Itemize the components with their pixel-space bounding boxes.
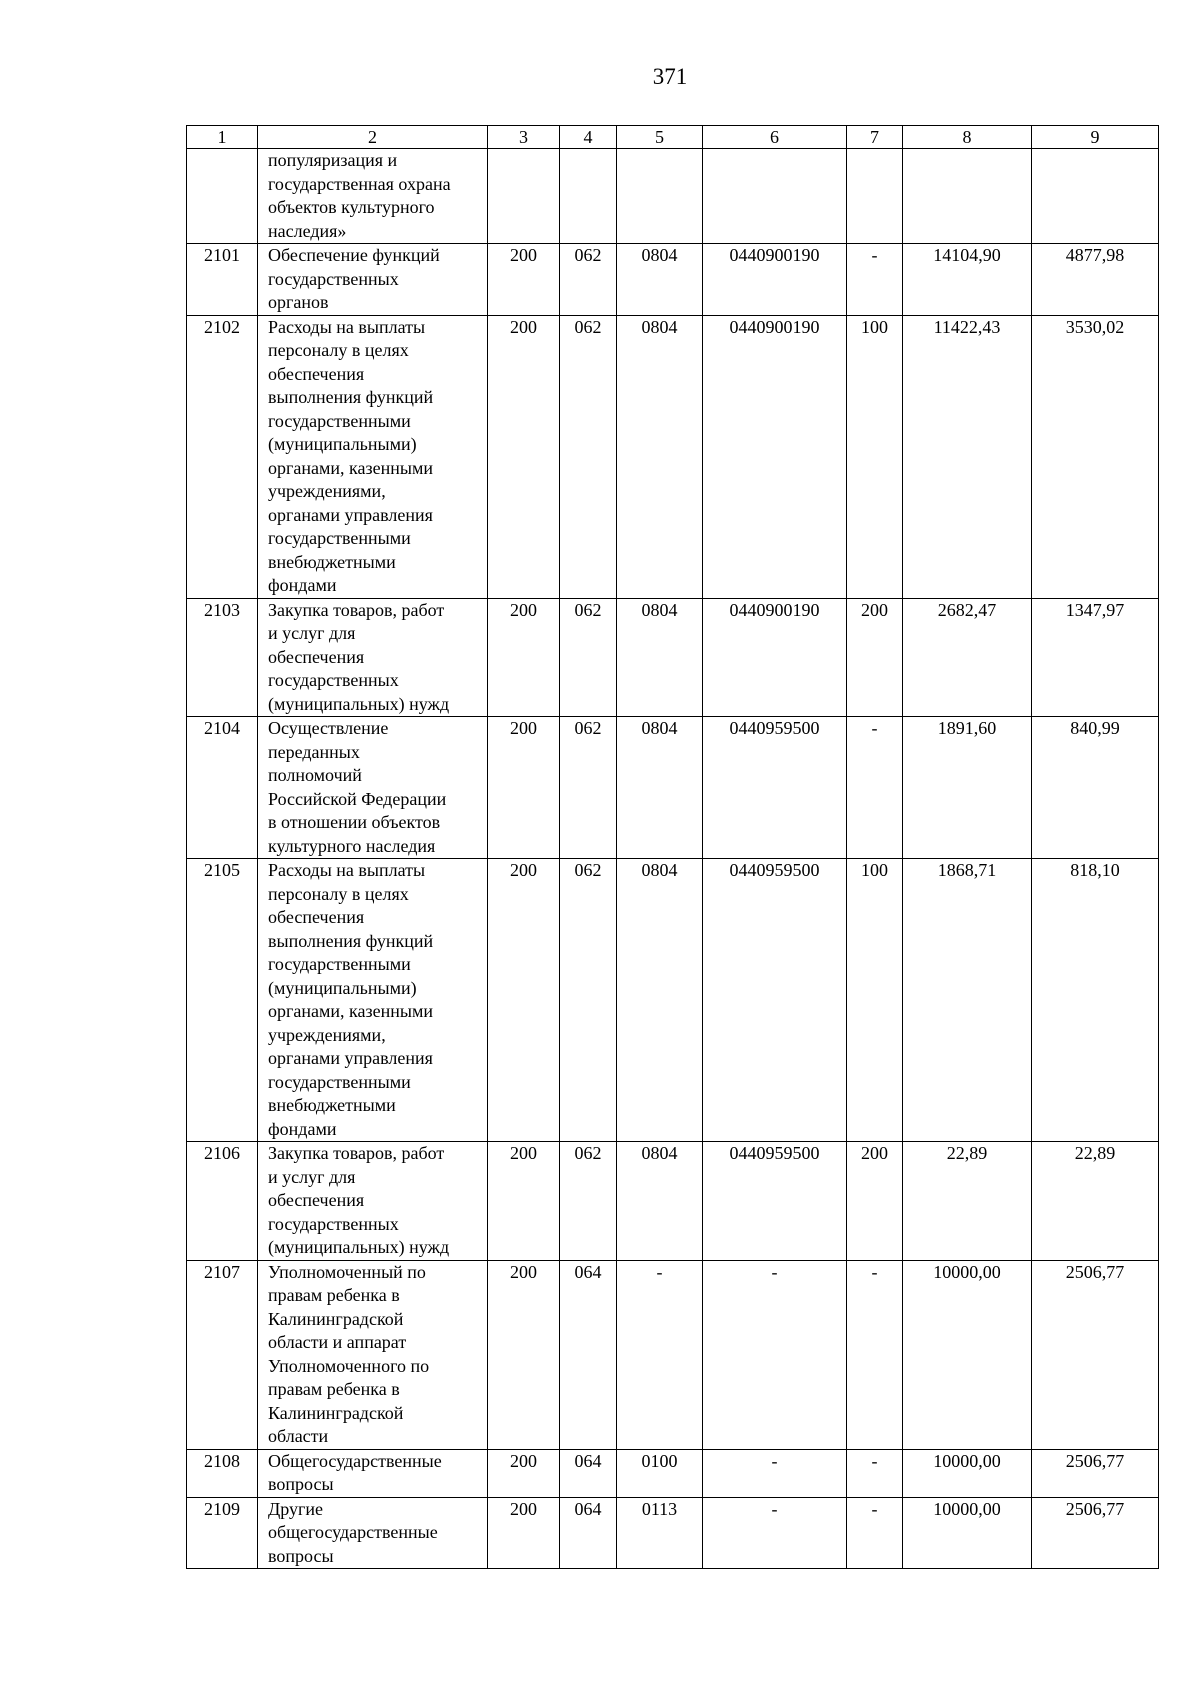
header-col-1: 1 bbox=[187, 126, 258, 149]
cell-col-9: 2506,77 bbox=[1032, 1260, 1159, 1449]
cell-col-7: - bbox=[847, 717, 903, 859]
cell-col-8: 1868,71 bbox=[903, 859, 1032, 1142]
cell-col-4: 062 bbox=[560, 1142, 617, 1261]
cell-col-6: - bbox=[703, 1449, 847, 1497]
cell-col-4: 064 bbox=[560, 1449, 617, 1497]
header-col-9: 9 bbox=[1032, 126, 1159, 149]
cell-col-6: 0440900190 bbox=[703, 598, 847, 717]
header-col-5: 5 bbox=[617, 126, 703, 149]
cell-col-7: - bbox=[847, 1260, 903, 1449]
cell-col-5: 0804 bbox=[617, 315, 703, 598]
cell-col-3: 200 bbox=[488, 1449, 560, 1497]
budget-table bbox=[186, 125, 1159, 1569]
cell-col-8: 10000,00 bbox=[903, 1260, 1032, 1449]
cell-col-7 bbox=[847, 149, 903, 244]
row-name: Общегосударственные вопросы bbox=[258, 1449, 488, 1497]
cell-col-4: 062 bbox=[560, 244, 617, 316]
cell-col-8: 14104,90 bbox=[903, 244, 1032, 316]
cell-col-9: 2506,77 bbox=[1032, 1497, 1159, 1569]
row-name: Другие общегосударственные вопросы bbox=[258, 1497, 488, 1569]
header-col-4: 4 bbox=[560, 126, 617, 149]
cell-col-7: 200 bbox=[847, 598, 903, 717]
cell-col-4: 062 bbox=[560, 717, 617, 859]
cell-col-4: 064 bbox=[560, 1497, 617, 1569]
cell-col-8: 22,89 bbox=[903, 1142, 1032, 1261]
row-number: 2106 bbox=[187, 1142, 258, 1261]
cell-col-5: 0804 bbox=[617, 717, 703, 859]
table-row bbox=[187, 598, 1159, 717]
table-row bbox=[187, 1497, 1159, 1569]
cell-col-3: 200 bbox=[488, 244, 560, 316]
cell-col-7: - bbox=[847, 1497, 903, 1569]
cell-col-6: 0440900190 bbox=[703, 315, 847, 598]
table-row bbox=[187, 717, 1159, 859]
cell-col-8: 2682,47 bbox=[903, 598, 1032, 717]
cell-col-8: 1891,60 bbox=[903, 717, 1032, 859]
cell-col-6 bbox=[703, 149, 847, 244]
cell-col-3: 200 bbox=[488, 1142, 560, 1261]
cell-col-5: 0100 bbox=[617, 1449, 703, 1497]
cell-col-3: 200 bbox=[488, 1497, 560, 1569]
cell-col-9: 818,10 bbox=[1032, 859, 1159, 1142]
row-number: 2105 bbox=[187, 859, 258, 1142]
cell-col-7: 100 bbox=[847, 315, 903, 598]
cell-col-8: 10000,00 bbox=[903, 1449, 1032, 1497]
row-number: 2101 bbox=[187, 244, 258, 316]
row-number: 2107 bbox=[187, 1260, 258, 1449]
cell-col-3: 200 bbox=[488, 1260, 560, 1449]
row-number: 2103 bbox=[187, 598, 258, 717]
table-row bbox=[187, 1449, 1159, 1497]
cell-col-9: 4877,98 bbox=[1032, 244, 1159, 316]
row-number: 2108 bbox=[187, 1449, 258, 1497]
cell-col-4: 062 bbox=[560, 598, 617, 717]
cell-col-4: 062 bbox=[560, 315, 617, 598]
row-name: Расходы на выплаты персоналу в целях обеспечения выполнения функций государственными (муниципальными) органами, казенными учреждениями, органами управления государственными внебюджетными фондами bbox=[258, 315, 488, 598]
cell-col-5: 0113 bbox=[617, 1497, 703, 1569]
cell-col-8 bbox=[903, 149, 1032, 244]
cell-col-7: - bbox=[847, 1449, 903, 1497]
cell-col-6: 0440959500 bbox=[703, 859, 847, 1142]
cell-col-6: 0440900190 bbox=[703, 244, 847, 316]
header-col-3: 3 bbox=[488, 126, 560, 149]
cell-col-5: 0804 bbox=[617, 244, 703, 316]
table-row bbox=[187, 1260, 1159, 1449]
cell-col-5: 0804 bbox=[617, 598, 703, 717]
cell-col-5: 0804 bbox=[617, 859, 703, 1142]
cell-col-4 bbox=[560, 149, 617, 244]
cell-col-9: 2506,77 bbox=[1032, 1449, 1159, 1497]
row-name: Осуществление переданных полномочий Российской Федерации в отношении объектов культурного наследия bbox=[258, 717, 488, 859]
cell-col-6: - bbox=[703, 1497, 847, 1569]
cell-col-9: 840,99 bbox=[1032, 717, 1159, 859]
cell-col-6: 0440959500 bbox=[703, 717, 847, 859]
cell-col-4: 062 bbox=[560, 859, 617, 1142]
header-col-7: 7 bbox=[847, 126, 903, 149]
row-name: Закупка товаров, работ и услуг для обеспечения государственных (муниципальных) нужд bbox=[258, 598, 488, 717]
table-row bbox=[187, 315, 1159, 598]
cell-col-3: 200 bbox=[488, 598, 560, 717]
cell-col-6: - bbox=[703, 1260, 847, 1449]
row-number: 2104 bbox=[187, 717, 258, 859]
cell-col-3: 200 bbox=[488, 859, 560, 1142]
cell-col-7: 200 bbox=[847, 1142, 903, 1261]
row-name: Расходы на выплаты персоналу в целях обеспечения выполнения функций государственными (муниципальными) органами, казенными учреждениями, органами управления государственными внебюджетными фондами bbox=[258, 859, 488, 1142]
cell-col-5: 0804 bbox=[617, 1142, 703, 1261]
table-row bbox=[187, 149, 1159, 244]
row-number: 2102 bbox=[187, 315, 258, 598]
row-name: Уполномоченный по правам ребенка в Калининградской области и аппарат Уполномоченного по правам ребенка в Калининградской области bbox=[258, 1260, 488, 1449]
table-row bbox=[187, 1142, 1159, 1261]
row-name: популяризация и государственная охрана объектов культурного наследия» bbox=[258, 149, 488, 244]
cell-col-3: 200 bbox=[488, 315, 560, 598]
cell-col-3 bbox=[488, 149, 560, 244]
row-name: Обеспечение функций государственных органов bbox=[258, 244, 488, 316]
cell-col-9 bbox=[1032, 149, 1159, 244]
header-row bbox=[187, 126, 1159, 149]
header-col-6: 6 bbox=[703, 126, 847, 149]
cell-col-8: 10000,00 bbox=[903, 1497, 1032, 1569]
cell-col-9: 3530,02 bbox=[1032, 315, 1159, 598]
page-number: 371 bbox=[652, 64, 688, 89]
row-number: 2109 bbox=[187, 1497, 258, 1569]
cell-col-8: 11422,43 bbox=[903, 315, 1032, 598]
cell-col-5: - bbox=[617, 1260, 703, 1449]
cell-col-4: 064 bbox=[560, 1260, 617, 1449]
cell-col-7: - bbox=[847, 244, 903, 316]
row-name: Закупка товаров, работ и услуг для обеспечения государственных (муниципальных) нужд bbox=[258, 1142, 488, 1261]
header-col-8: 8 bbox=[903, 126, 1032, 149]
table-row bbox=[187, 244, 1159, 316]
row-number bbox=[187, 149, 258, 244]
cell-col-9: 22,89 bbox=[1032, 1142, 1159, 1261]
header-col-2: 2 bbox=[258, 126, 488, 149]
cell-col-7: 100 bbox=[847, 859, 903, 1142]
cell-col-9: 1347,97 bbox=[1032, 598, 1159, 717]
cell-col-3: 200 bbox=[488, 717, 560, 859]
cell-col-5 bbox=[617, 149, 703, 244]
table-row bbox=[187, 859, 1159, 1142]
cell-col-6: 0440959500 bbox=[703, 1142, 847, 1261]
